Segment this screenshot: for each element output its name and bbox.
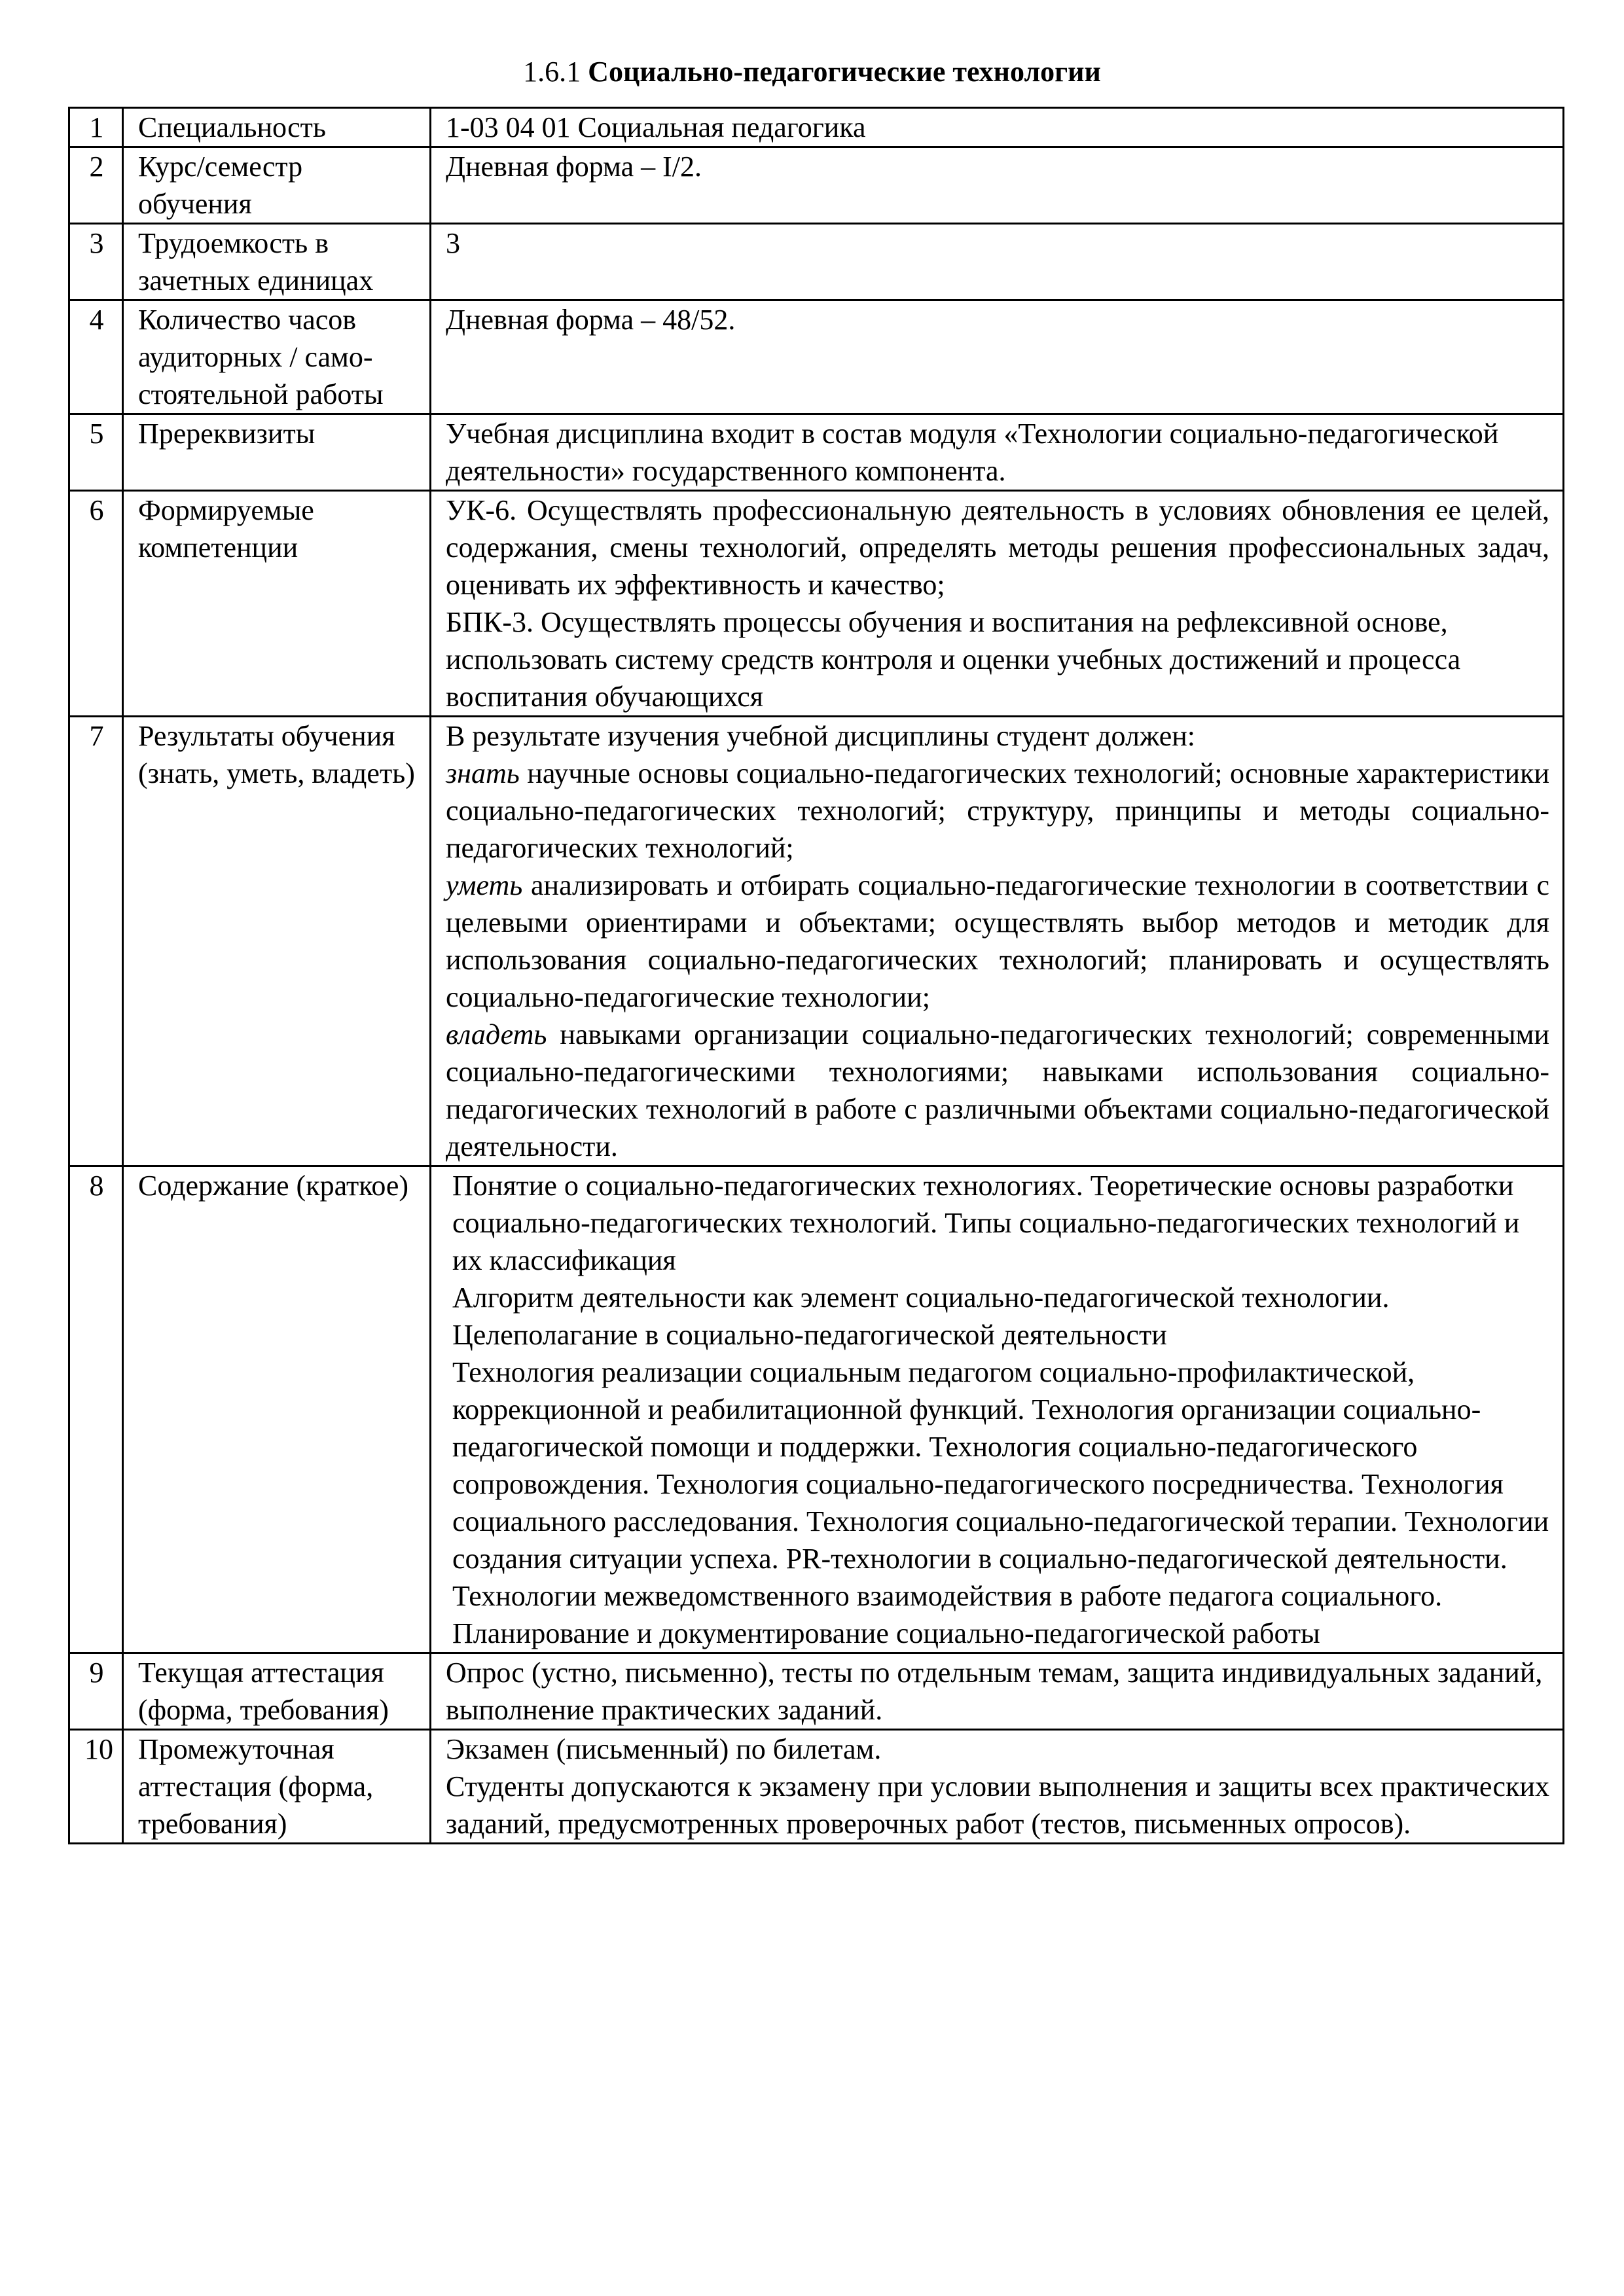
row-label: Формируемые компетенции	[123, 491, 431, 717]
exam-format: Экзамен (письменный) по билетам.	[446, 1733, 882, 1765]
table-row	[69, 717, 1564, 1166]
row-label: Трудоемкость в зачетных единицах	[123, 224, 431, 300]
row-value	[431, 491, 1564, 717]
discipline-table	[68, 107, 1564, 1844]
can-keyword: уметь	[446, 869, 523, 901]
row-value	[431, 717, 1564, 1166]
row-label: Содержание (краткое)	[123, 1166, 431, 1653]
row-value: Учебная дисциплина входит в состав модуля «Технологии социально-педагогической деятельности» государственного компонента.	[431, 414, 1564, 491]
row-label: Результаты обучения (знать, уметь, владеть)	[123, 717, 431, 1166]
know-text: научные основы социально-педагогических технологий; основные характеристики социально-педагогических технологий; структуру, принципы и методы социально-педагогических технологий;	[446, 757, 1549, 864]
section-number: 1.6.1	[523, 56, 581, 88]
row-value: 3	[431, 224, 1564, 300]
row-number: 6	[69, 491, 123, 717]
table-row	[69, 1730, 1564, 1844]
content-paragraph: Технология реализации социальным педагогом социально-профилактической, коррекционной и реабилитационной функций. Технология организации социально-педагогической помощи и поддержки. Технология социально-педагогического сопровождения. Технология социально-педагогического посредничества. Технология социального расследования. Технология социально-педагогической терапии. Технологии создания ситуации успеха. PR-технологии в социально-педагогической деятельности. Технологии межведомственного взаимодействия в работе педагога социального.	[452, 1356, 1549, 1612]
row-number: 2	[69, 147, 123, 224]
row-value: Дневная форма – I/2.	[431, 147, 1564, 224]
can-text: анализировать и отбирать социально-педагогические технологии в соответствии с целевыми ориентирами и объектами; осуществлять выбор методов и методик для использования социально-педагогических технологий; планировать и осуществлять социально-педагогические технологии;	[446, 869, 1549, 1013]
row-label: Пререквизиты	[123, 414, 431, 491]
know-keyword: знать	[446, 757, 520, 789]
table-row	[69, 414, 1564, 491]
row-value: Дневная форма – 48/52.	[431, 300, 1564, 414]
table-row	[69, 491, 1564, 717]
results-know	[446, 755, 1549, 867]
table-row	[69, 1653, 1564, 1730]
row-value	[431, 1166, 1564, 1653]
content-paragraph: Алгоритм деятельности как элемент социально-педагогической технологии. Целеполагание в социально-педагогической деятельности	[452, 1282, 1390, 1351]
row-number: 5	[69, 414, 123, 491]
row-number: 8	[69, 1166, 123, 1653]
row-label: Количество часов аудиторных / самостоятельной работы	[123, 300, 431, 414]
table-row	[69, 1166, 1564, 1653]
table-row	[69, 300, 1564, 414]
own-text: навыками организации социально-педагогических технологий; современными социально-педагогическими технологиями; навыками использования социально-педагогических технологий в работе с различными объектами социально-педагогической деятельности.	[446, 1018, 1549, 1162]
row-label: Текущая аттестация (форма, требования)	[123, 1653, 431, 1730]
content-paragraph: Понятие о социально-педагогических технологиях. Теоретические основы разработки социально-педагогических технологий. Типы социально-педагогических технологий и их классификация	[452, 1170, 1520, 1276]
content-paragraph: Планирование и документирование социально-педагогической работы	[452, 1617, 1320, 1649]
row-label: Специальность	[123, 108, 431, 147]
table-row	[69, 224, 1564, 300]
results-can	[446, 867, 1549, 1016]
competence-uk6: УК-6. Осуществлять профессиональную деятельность в условиях обновления ее целей, содержания, смены технологий, определять методы решения профессиональных задач, оценивать их эффективность и качество;	[446, 494, 1549, 601]
own-keyword: владеть	[446, 1018, 547, 1050]
row-label: Промежуточная аттестация (форма, требования)	[123, 1730, 431, 1844]
row-number: 1	[69, 108, 123, 147]
table-row	[69, 147, 1564, 224]
exam-requirements: Студенты допускаются к экзамену при условии выполнения и защиты всех практических заданий, предусмотренных проверочных работ (тестов, письменных опросов).	[446, 1770, 1549, 1840]
table-row	[69, 108, 1564, 147]
section-title: Социально-педагогические технологии	[588, 56, 1101, 88]
row-number: 7	[69, 717, 123, 1166]
row-label: Курс/семестр обучения	[123, 147, 431, 224]
row-number: 3	[69, 224, 123, 300]
results-intro: В результате изучения учебной дисциплины студент должен:	[446, 720, 1196, 752]
row-value	[431, 1730, 1564, 1844]
results-own	[446, 1016, 1549, 1165]
row-value: Опрос (устно, письменно), тесты по отдельным темам, защита индивидуальных заданий, выполнение практических заданий.	[431, 1653, 1564, 1730]
row-value: 1-03 04 01 Социальная педагогика	[431, 108, 1564, 147]
competence-bpk3: БПК-3. Осуществлять процессы обучения и воспитания на рефлексивной основе, использовать систему средств контроля и оценки учебных достижений и процесса воспитания обучающихся	[446, 606, 1461, 713]
row-number: 10	[69, 1730, 123, 1844]
row-number: 9	[69, 1653, 123, 1730]
page-title	[0, 54, 1624, 90]
row-number: 4	[69, 300, 123, 414]
